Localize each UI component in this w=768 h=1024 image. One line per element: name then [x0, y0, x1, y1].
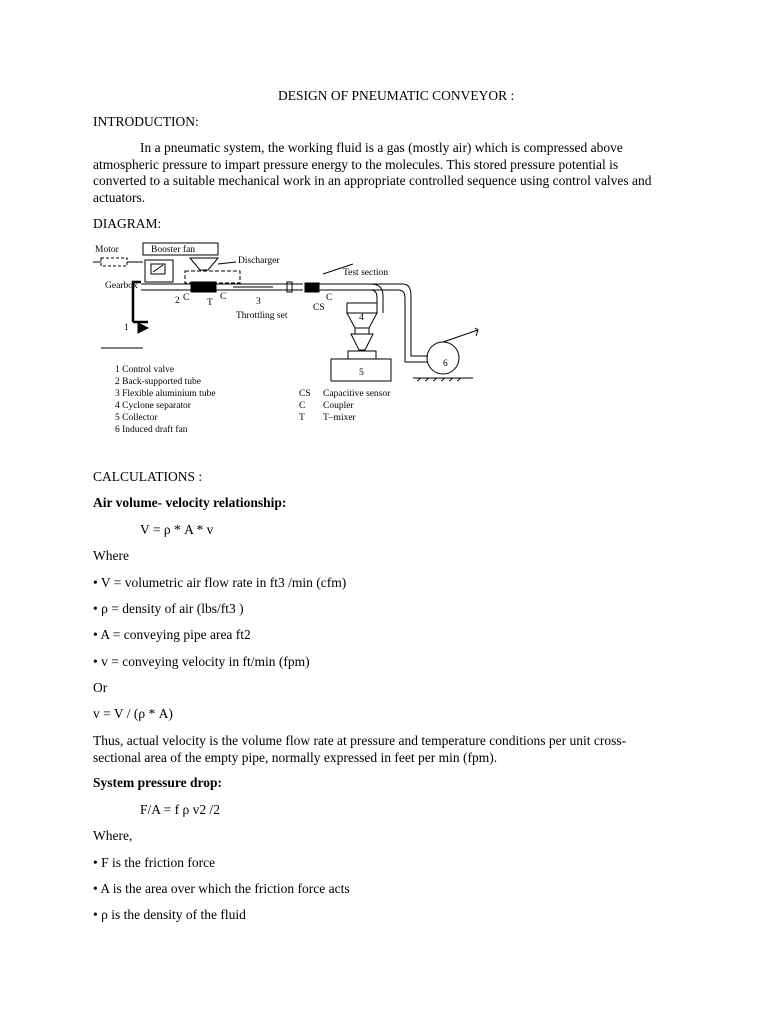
coupler-c-label-3: C — [326, 293, 333, 303]
legend-right-name-1: Capacitive sensor — [323, 389, 391, 399]
equation-1: V = ρ * A * v — [140, 522, 214, 537]
bullet-6: • A is the area over which the friction force acts — [93, 881, 350, 896]
throttling-set-label: Throttling set — [236, 311, 288, 321]
number-6-label: 6 — [443, 359, 448, 369]
bullet-4: • v = conveying velocity in ft/min (fpm) — [93, 654, 310, 669]
test-section-label: Test section — [343, 268, 388, 278]
calculations-heading: CALCULATIONS : — [93, 469, 203, 484]
coupler-c-label-1: C — [183, 293, 190, 303]
or-label: Or — [93, 680, 108, 695]
section-heading-air-volume: Air volume- velocity relationship: — [93, 495, 287, 510]
gearbox-label: Gearbox — [105, 281, 138, 291]
legend-left-5: 5 Collector — [115, 413, 158, 423]
bullet-2: • ρ = density of air (lbs/ft3 ) — [93, 601, 244, 616]
number-4-label: 4 — [359, 313, 364, 323]
legend-left-3: 3 Flexible aluminium tube — [115, 389, 216, 399]
motor-label: Motor — [95, 245, 119, 255]
coupler-c-label-2: C — [220, 292, 227, 302]
legend-right-name-3: T–mixer — [323, 413, 356, 423]
legend-right-code-3: T — [299, 413, 305, 423]
bullet-1: • V = volumetric air flow rate in ft3 /min (cfm) — [93, 575, 347, 590]
number-3-label: 3 — [256, 297, 261, 307]
diagram-heading: DIAGRAM: — [93, 216, 162, 231]
number-5-label: 5 — [359, 368, 364, 378]
where-label-2: Where, — [93, 828, 133, 843]
equation-2: v = V / (ρ * A) — [93, 706, 173, 721]
equation-3: F/A = f ρ v2 /2 — [140, 802, 220, 817]
discharger-label: Discharger — [238, 256, 280, 266]
legend-right-code-1: CS — [299, 389, 311, 399]
legend-left-4: 4 Cyclone separator — [115, 401, 191, 411]
section-heading-pressure-drop: System pressure drop: — [93, 775, 223, 790]
introduction-text: In a pneumatic system, the working fluid is a gas (mostly air) which is compressed above atmospheric pressure to impart pressure energy to the molecules. This stored pressure potential is converted to a suitable mechanical work in an appropriate controlled sequence using control valves and actuators. — [93, 140, 652, 205]
legend-left-6: 6 Induced draft fan — [115, 425, 188, 434]
number-1-label: 1 — [124, 323, 129, 333]
bullet-5: • F is the friction force — [93, 855, 216, 870]
bullet-7: • ρ is the density of the fluid — [93, 907, 246, 922]
legend-right-name-2: Coupler — [323, 401, 354, 411]
where-label-1: Where — [93, 548, 129, 563]
bullet-3: • A = conveying pipe area ft2 — [93, 627, 251, 642]
t-mixer-label: T — [207, 298, 213, 308]
introduction-paragraph — [93, 140, 663, 206]
pneumatic-conveyor-diagram — [93, 238, 483, 434]
number-2-label: 2 — [175, 296, 180, 306]
thus-paragraph: Thus, actual velocity is the volume flow rate at pressure and temperature conditions per unit cross-sectional area of the empty pipe, normally expressed in feet per min (fpm). — [93, 733, 627, 765]
legend-right-code-2: C — [299, 401, 306, 411]
page-title: DESIGN OF PNEUMATIC CONVEYOR : — [278, 88, 515, 103]
legend-left-2: 2 Back-supported tube — [115, 377, 202, 387]
booster-fan-label: Booster fan — [151, 245, 196, 255]
introduction-heading: INTRODUCTION: — [93, 114, 199, 129]
cs-label: CS — [313, 303, 325, 313]
legend-left-1: 1 Control valve — [115, 365, 175, 375]
